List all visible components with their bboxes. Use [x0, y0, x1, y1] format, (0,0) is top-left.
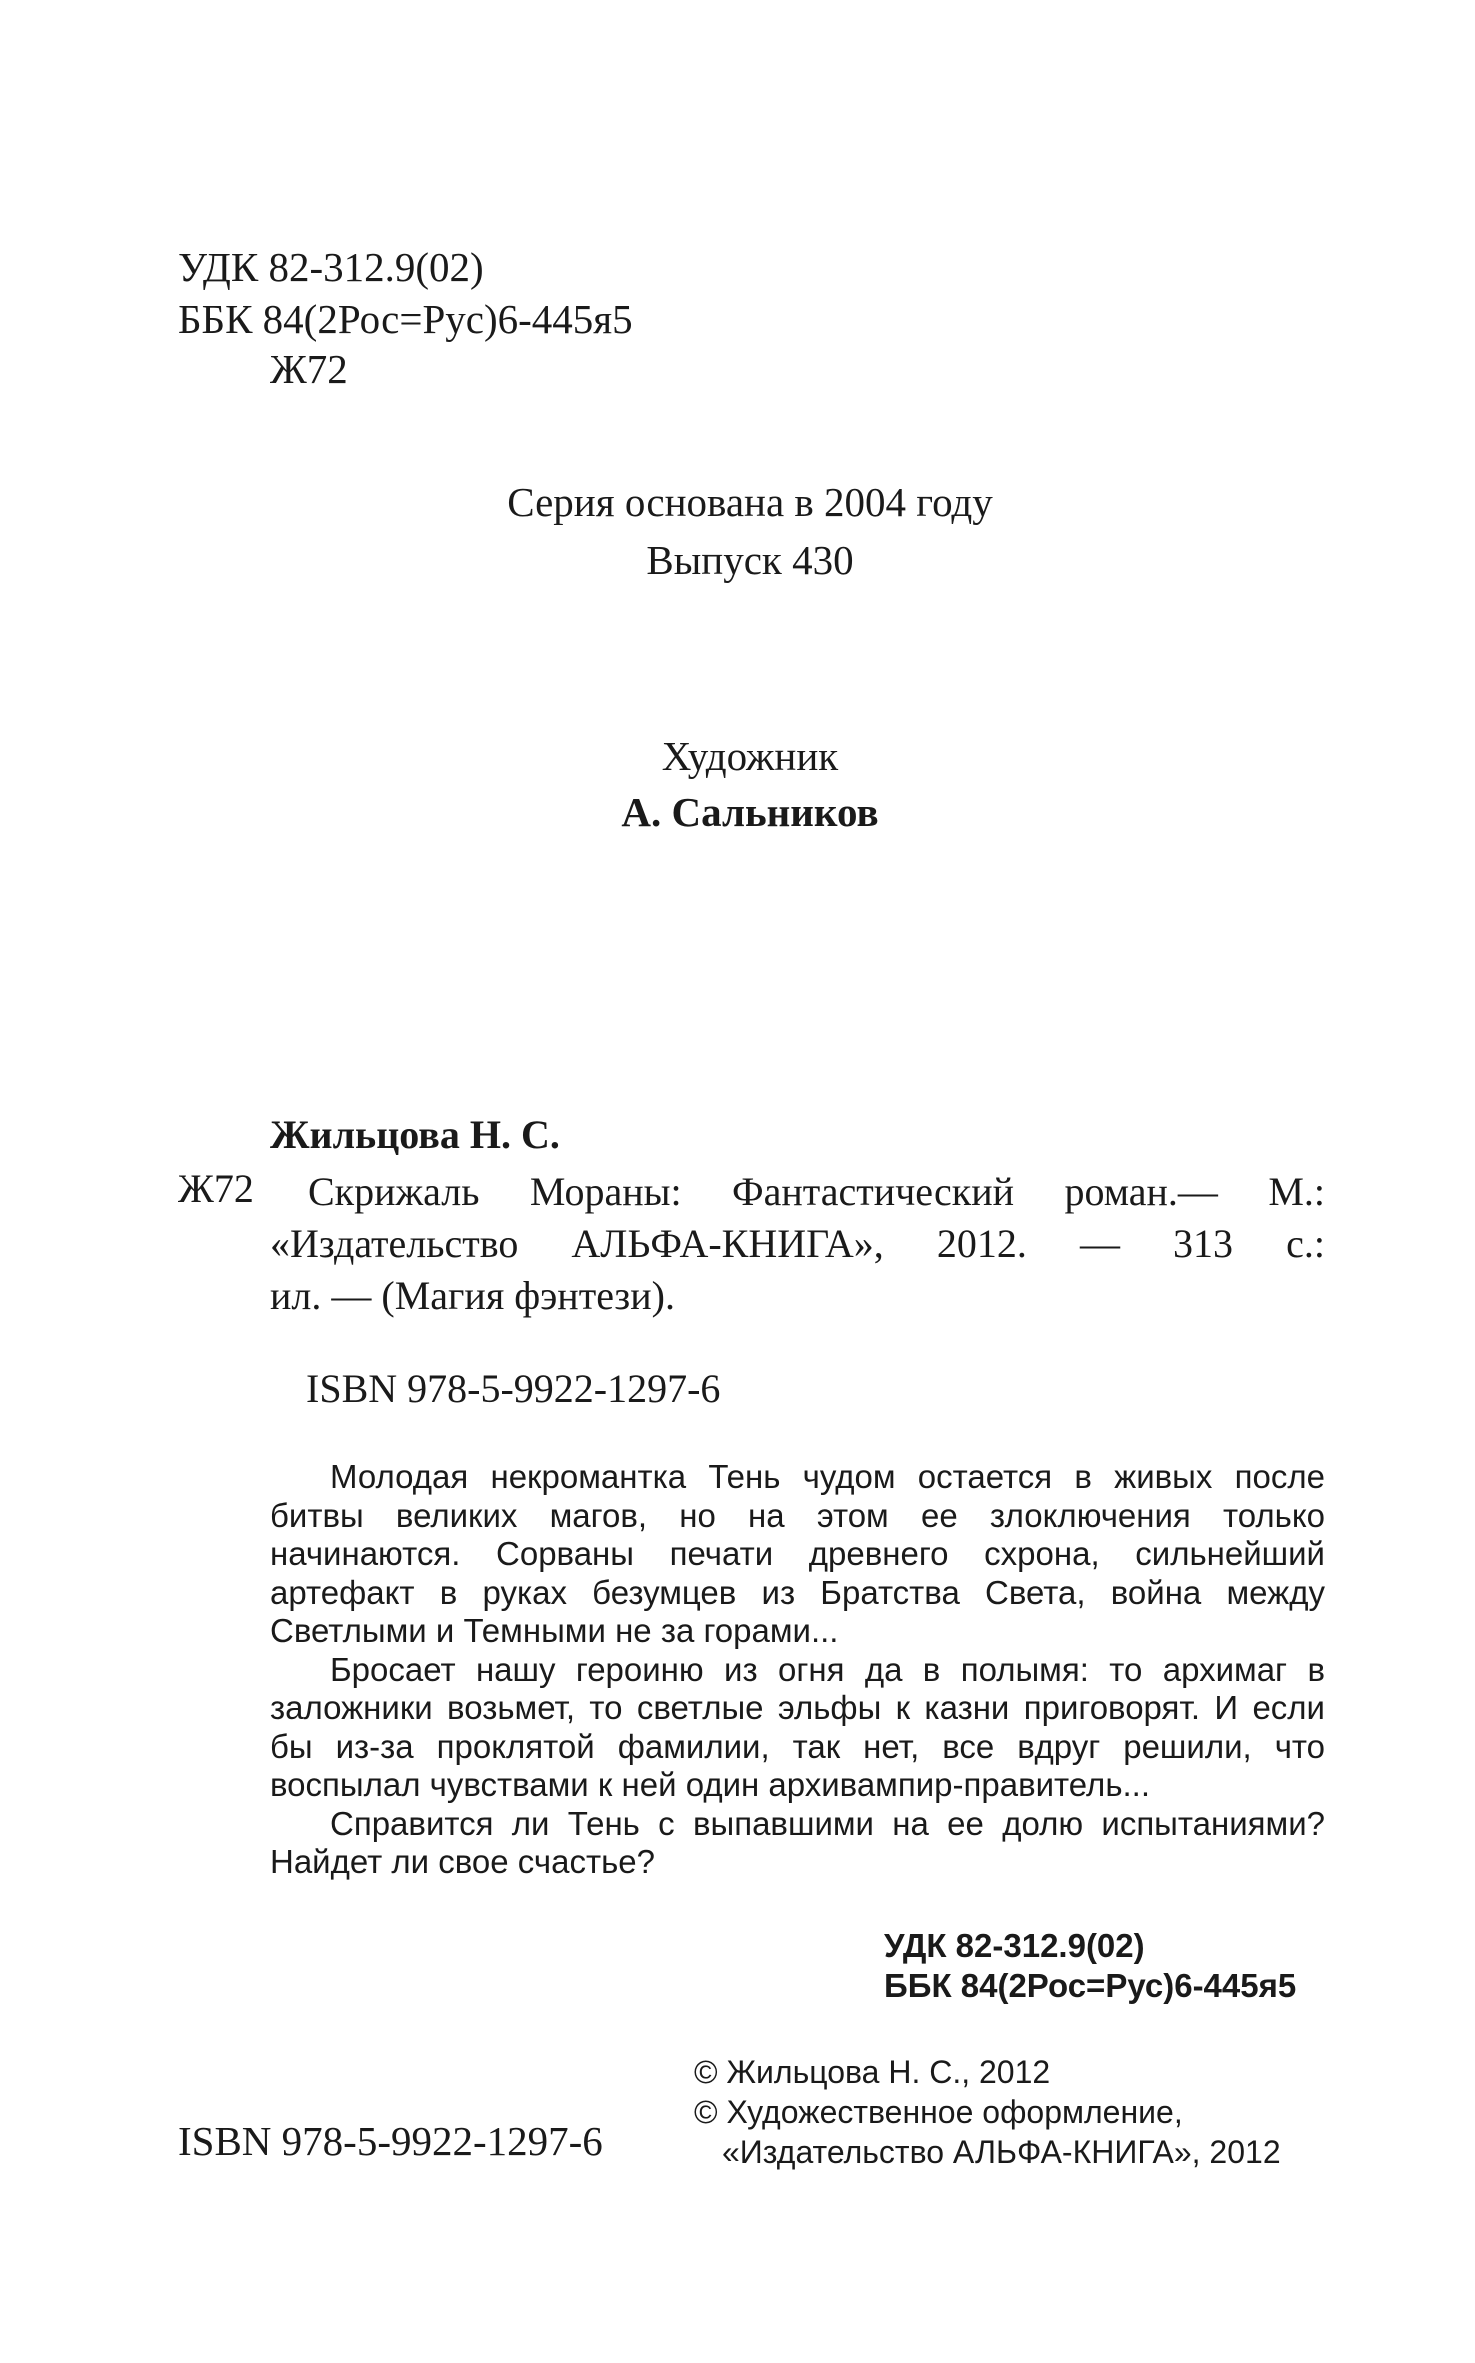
artist-label: Художник	[661, 733, 839, 779]
bib-line-1: Скрижаль Мораны: Фантастический роман.— М.:	[308, 1169, 1325, 1214]
bib-description	[270, 1166, 1325, 1322]
series-issue: Выпуск 430	[646, 537, 854, 583]
annotation	[270, 1458, 1325, 1882]
bottom-codes	[884, 1926, 1296, 2006]
annotation-paragraph: Справится ли Тень с выпавшими на ее долю испытаниями? Найдет ли свое счастье?	[270, 1804, 1325, 1880]
copyright-block	[694, 2052, 1281, 2172]
bib-author-sign: Ж72	[178, 1166, 254, 1211]
bottom-udk: УДК 82-312.9(02)	[884, 1927, 1145, 1964]
artist-name: А. Сальников	[621, 789, 879, 835]
copyright-design: © Художественное оформление,	[694, 2094, 1183, 2130]
copyright-publisher: «Издательство АЛЬФА-КНИГА», 2012	[722, 2134, 1281, 2170]
author-sign: Ж72	[270, 346, 348, 392]
bib-line-3: ил. — (Магия фэнтези).	[270, 1273, 675, 1318]
bottom-bbk: ББК 84(2Рос=Рус)6-445я5	[884, 1967, 1297, 2004]
bib-author: Жильцова Н. С.	[270, 1112, 560, 1157]
annotation-paragraph: Бросает нашу героиню из огня да в полымя: то архимаг в заложники возьмет, то светлые эльфы к казни приговорят. И если бы из-за проклятой фамилии, так нет, все вдруг решили, что воспылал чувствами к ней один архивампир-правитель...	[270, 1650, 1325, 1803]
isbn-bottom: ISBN 978-5-9922-1297-6	[178, 2118, 603, 2164]
bbk-code: ББК 84(2Рос=Рус)6-445я5	[178, 296, 633, 342]
udk-code: УДК 82-312.9(02)	[178, 244, 484, 290]
annotation-paragraph: Молодая некромантка Тень чудом остается в живых после битвы великих магов, но на этом ее злоключения только начинаются. Сорваны печати древнего схрона, сильнейший артефакт в руках безумцев из Братства Света, война между Светлыми и Темными не за горами...	[270, 1458, 1325, 1649]
bib-line-2: «Издательство АЛЬФА-КНИГА», 2012. — 313 с.:	[270, 1221, 1325, 1266]
series-founded: Серия основана в 2004 году	[507, 479, 993, 525]
copyright-author: © Жильцова Н. С., 2012	[694, 2054, 1051, 2090]
bib-isbn: ISBN 978-5-9922-1297-6	[306, 1366, 721, 1411]
